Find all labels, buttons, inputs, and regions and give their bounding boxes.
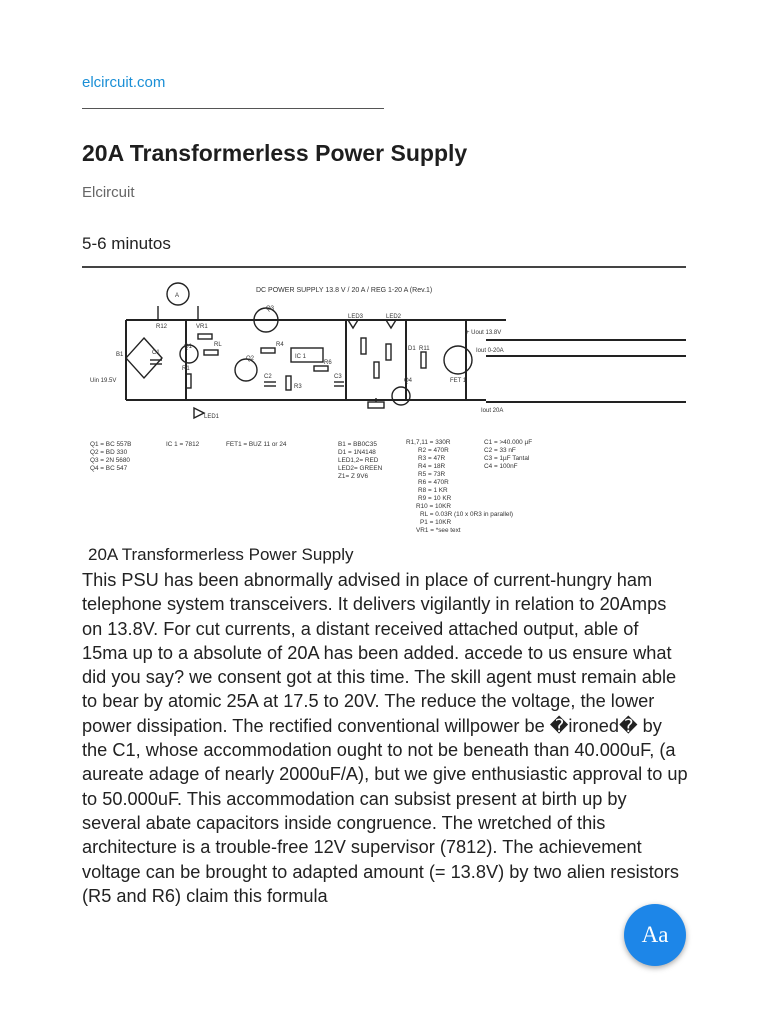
svg-text:B1: B1 bbox=[116, 352, 124, 358]
svg-text:Uin 19.5V: Uin 19.5V bbox=[90, 378, 117, 384]
svg-text:C1: C1 bbox=[152, 350, 160, 356]
legend-transistors: Q1 = BC 557B Q2 = BD 330 Q3 = 2N 5680 Q4 = BC 547 bbox=[90, 441, 132, 472]
article-title: 20A Transformerless Power Supply bbox=[82, 140, 468, 166]
svg-text:R3: R3 bbox=[294, 384, 302, 390]
legend-capacitors: C1 = >40.000 µF C2 = 33 nF C3 = 1µF Tantal C4 = 100nF bbox=[484, 439, 533, 470]
site-domain-link[interactable]: elcircuit.com bbox=[82, 74, 166, 91]
svg-text:LED3: LED3 bbox=[348, 314, 364, 320]
svg-text:FET 1: FET 1 bbox=[450, 378, 467, 384]
header-divider bbox=[82, 266, 686, 268]
svg-text:R1: R1 bbox=[182, 366, 190, 372]
svg-text:Q3: Q3 bbox=[266, 306, 275, 312]
font-size-button[interactable]: Aa bbox=[624, 904, 686, 966]
legend-diodes: B1 = BB0C35 D1 = 1N4148 LED1,2= RED LED2= GREEN Z1= Z 9V6 bbox=[338, 441, 383, 480]
legend-ic-fet: IC 1 = 7812 FET1 = BUZ 11 or 24 bbox=[166, 441, 287, 448]
svg-text:R11: R11 bbox=[419, 346, 430, 352]
svg-text:R6: R6 bbox=[324, 360, 332, 366]
svg-text:Q2: Q2 bbox=[246, 356, 255, 362]
svg-text:C2: C2 bbox=[264, 374, 272, 380]
legend-resistors: R1,7,11 = 330R R2 = 470R R3 = 47R R4 = 18R R5 = 73R R6 = 470R R8 = 1 KR R9 = 10 KR R10 = 10KR RL = 0.03R (10 x 0R3 in parallel) P1 = 10KR VR1 = *see text bbox=[406, 439, 514, 534]
article-body: This PSU has been abnormally advised in place of current-hungry ham telephone system transceivers. It delivers vigilantly in relation to 20Amps on 13.8V. For cut currents, a distant received attached output, able of 15ma up to a absolute of 20A has been added. accede to us ensure what did you say? we consent got at this time. The skill agent must remain able to bear by atomic 25A at 17.5 to 20V. The reduce the voltage, the lower power dissipation. The rectified conventional willpower be �ironed� by the C1, whose accommodation ought to not be beneath than 40.000uF, (a aureate adage of nearly 2000uF/A), but we give enthusiastic approval to up to 50.000uF. This accommodation can subsist present at birth up by several abate capacitors inside congruence. The wretched of this architecture is a trouble-free 12V supervisor (7812). The achievement voltage can be brought to adapted amount (= 13.8V) by two alien resistors (R5 and R6) claim this formula bbox=[82, 570, 688, 906]
site-divider bbox=[82, 108, 384, 109]
svg-text:Q4: Q4 bbox=[404, 378, 413, 384]
svg-text:C3: C3 bbox=[334, 374, 342, 380]
svg-text:LED2: LED2 bbox=[386, 314, 402, 320]
svg-text:A: A bbox=[175, 293, 180, 299]
svg-text:R12: R12 bbox=[156, 324, 168, 330]
svg-text:R4: R4 bbox=[276, 342, 284, 348]
svg-text:D1: D1 bbox=[408, 346, 416, 352]
svg-text:Iout 20A: Iout 20A bbox=[481, 408, 504, 414]
svg-text:IC 1: IC 1 bbox=[295, 354, 307, 360]
svg-text:+ Uout 13.8V: + Uout 13.8V bbox=[466, 330, 502, 336]
svg-text:DC POWER SUPPLY 13.8 V / 20 A: DC POWER SUPPLY 13.8 V / 20 A / REG 1-20 A (Rev.1) bbox=[256, 287, 433, 294]
svg-text:Q1: Q1 bbox=[184, 344, 193, 350]
article-author: Elcircuit bbox=[82, 184, 135, 201]
svg-text:VR1: VR1 bbox=[196, 324, 208, 330]
svg-text:RL: RL bbox=[214, 342, 222, 348]
svg-text:LED1: LED1 bbox=[204, 414, 220, 420]
svg-text:Iout 0-20A: Iout 0-20A bbox=[476, 348, 504, 354]
circuit-schematic-image bbox=[86, 278, 686, 536]
image-caption: 20A Transformerless Power Supply bbox=[88, 545, 354, 564]
read-time: 5-6 minutos bbox=[82, 234, 171, 253]
